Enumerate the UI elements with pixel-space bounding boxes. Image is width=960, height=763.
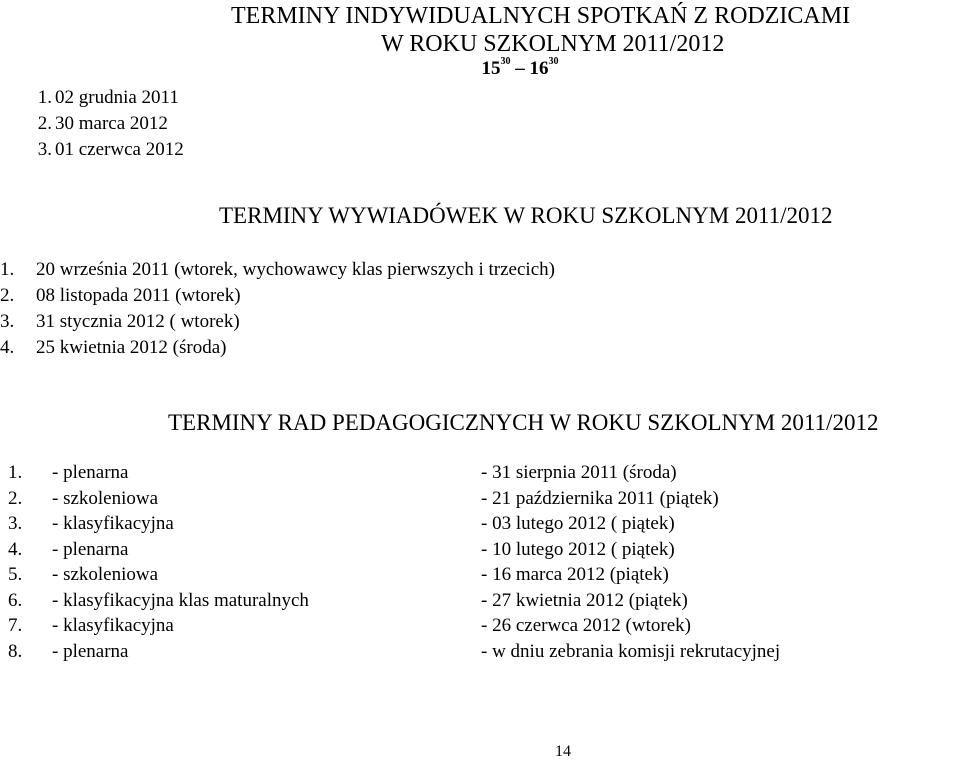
council-date: - 03 lutego 2012 ( piątek) — [481, 513, 675, 534]
list-item-text: 25 kwietnia 2012 (środa) — [36, 337, 227, 358]
council-date: - w dniu zebrania komisji rekrutacyjnej — [481, 640, 781, 662]
list-item-number: 4. — [8, 538, 23, 560]
council-type: - plenarna — [52, 462, 129, 483]
page-number: 14 — [555, 743, 571, 760]
council-date: - 27 kwietnia 2012 (piątek) — [481, 589, 688, 611]
list-item — [0, 257, 555, 283]
council-type: - klasyfikacyjna klas maturalnych — [52, 589, 309, 611]
list-item-number: 2. — [8, 487, 23, 509]
list-item — [0, 537, 780, 563]
hours-to-minutes: 30 — [548, 56, 559, 67]
list-item-number: 4. — [0, 337, 15, 358]
meeting-dates-list — [0, 85, 184, 163]
list-item-text: 20 września 2011 (wtorek, wychowawcy klas pierwszych i trzecich) — [36, 259, 555, 280]
section2-title: TERMINY WYWIADÓWEK W ROKU SZKOLNYM 2011/2012 — [219, 203, 833, 228]
list-item-text: 08 listopada 2011 (wtorek) — [36, 285, 241, 306]
council-type: - szkoleniowa — [52, 487, 159, 509]
list-item — [0, 511, 780, 537]
list-item — [0, 639, 780, 665]
council-type: - klasyfikacyjna — [52, 513, 174, 534]
hours-from-hour: 15 — [481, 58, 501, 79]
parent-meetings-list — [0, 257, 555, 361]
list-item — [0, 460, 780, 486]
hours-separator: – — [510, 58, 530, 79]
list-item-number: 3. — [8, 513, 23, 534]
council-date: - 31 sierpnia 2011 (środa) — [481, 462, 677, 483]
section1-title-line1: TERMINY INDYWIDUALNYCH SPOTKAŃ Z RODZICAMI — [231, 3, 851, 29]
list-item-text: 02 grudnia 2011 — [55, 87, 179, 108]
section3-title: TERMINY RAD PEDAGOGICZNYCH W ROKU SZKOLNYM 2011/2012 — [168, 410, 879, 435]
list-item-text: 30 marca 2012 — [55, 113, 168, 134]
list-item — [0, 85, 184, 111]
list-item-number: 3. — [37, 139, 52, 160]
council-date: - 21 października 2011 (piątek) — [481, 487, 719, 509]
list-item-number: 1. — [8, 462, 23, 483]
section1-title — [0, 2, 960, 58]
hours-to-hour: 16 — [529, 58, 549, 79]
teacher-council-list — [0, 460, 780, 664]
list-item-number: 8. — [8, 640, 23, 662]
list-item — [0, 613, 780, 639]
list-item — [0, 335, 555, 361]
hours-from-minutes: 30 — [500, 56, 511, 67]
council-date: - 10 lutego 2012 ( piątek) — [481, 538, 675, 560]
council-type: - plenarna — [52, 640, 129, 662]
list-item-number: 7. — [8, 615, 23, 636]
council-date: - 16 marca 2012 (piątek) — [481, 564, 669, 585]
council-type: - szkoleniowa — [52, 564, 159, 585]
list-item-number: 1. — [37, 87, 52, 108]
list-item-text: 01 czerwca 2012 — [55, 139, 184, 160]
list-item — [0, 309, 555, 335]
list-item — [0, 283, 555, 309]
list-item-number: 5. — [8, 564, 23, 585]
list-item-number: 2. — [0, 285, 15, 306]
list-item-number: 3. — [0, 311, 15, 332]
list-item — [0, 588, 780, 614]
council-date: - 26 czerwca 2012 (wtorek) — [481, 615, 691, 636]
list-item-number: 2. — [37, 113, 52, 134]
list-item — [0, 562, 780, 588]
list-item — [0, 137, 184, 163]
list-item — [0, 486, 780, 512]
section1-title-line2: W ROKU SZKOLNYM 2011/2012 — [381, 31, 725, 57]
list-item — [0, 111, 184, 137]
council-type: - plenarna — [52, 538, 129, 560]
list-item-number: 6. — [8, 589, 23, 611]
list-item-text: 31 stycznia 2012 ( wtorek) — [36, 311, 240, 332]
list-item-number: 1. — [0, 259, 15, 280]
meeting-hours — [482, 58, 559, 80]
council-type: - klasyfikacyjna — [52, 615, 174, 636]
